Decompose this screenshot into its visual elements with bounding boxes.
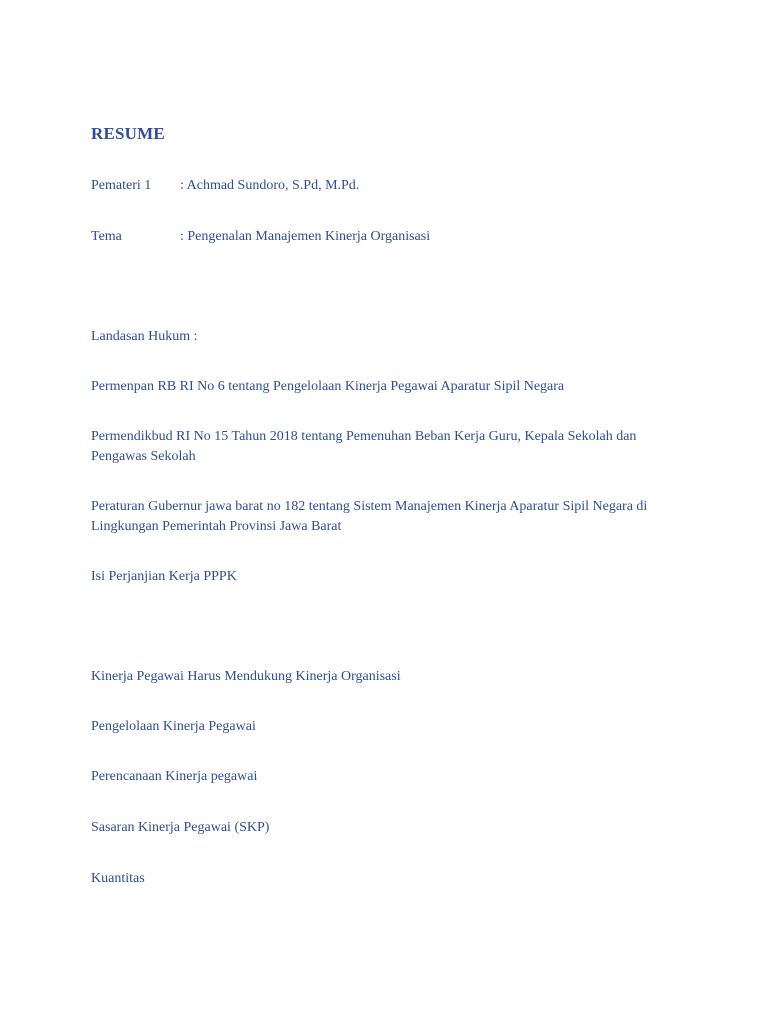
summary-item: Kinerja Pegawai Harus Mendukung Kinerja Organisasi bbox=[91, 669, 401, 684]
legal-basis-heading: Landasan Hukum : bbox=[91, 329, 198, 344]
speaker-value: : Achmad Sundoro, S.Pd, M.Pd. bbox=[180, 178, 360, 193]
document-title: RESUME bbox=[91, 124, 165, 143]
summary-item: Pengelolaan Kinerja Pegawai bbox=[91, 719, 256, 734]
speaker-label: Pemateri 1 bbox=[91, 178, 152, 193]
summary-item: Kuantitas bbox=[91, 871, 145, 886]
legal-basis-item: Permendikbud RI No 15 Tahun 2018 tentang Pemenuhan Beban Kerja Guru, Kepala Sekolah dan Pengawas Sekolah bbox=[91, 429, 637, 464]
legal-basis-item: Peraturan Gubernur jawa barat no 182 tentang Sistem Manajemen Kinerja Aparatur Sipil Negara di Lingkungan Pemerintah Provinsi Jawa Barat bbox=[91, 499, 648, 534]
summary-item: Sasaran Kinerja Pegawai (SKP) bbox=[91, 820, 270, 835]
legal-basis-item: Isi Perjanjian Kerja PPPK bbox=[91, 569, 237, 584]
theme-value: : Pengenalan Manajemen Kinerja Organisasi bbox=[180, 229, 431, 244]
theme-label: Tema bbox=[91, 229, 122, 244]
summary-item: Perencanaan Kinerja pegawai bbox=[91, 769, 258, 784]
legal-basis-item: Permenpan RB RI No 6 tentang Pengelolaan Kinerja Pegawai Aparatur Sipil Negara bbox=[91, 379, 565, 394]
